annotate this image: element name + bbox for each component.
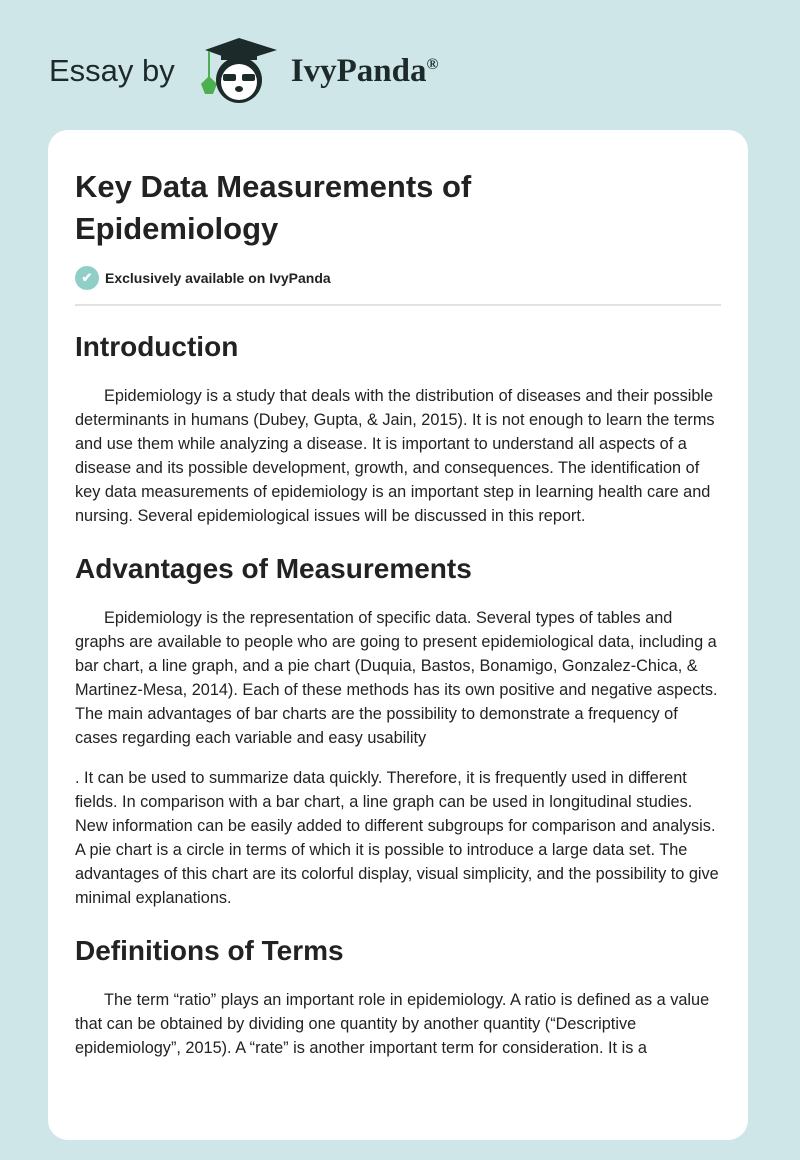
panda-logo-icon[interactable] (195, 36, 283, 106)
exclusive-badge (75, 266, 721, 290)
check-icon: ✔ (75, 266, 99, 290)
section-heading: Introduction (75, 331, 239, 362)
page-title: Key Data Measurements of Epidemiology (75, 169, 472, 246)
site-header (49, 36, 438, 106)
essay-by-label: Essay by (49, 53, 175, 88)
paragraph: Epidemiology is the representation of specific data. Several types of tables and graphs are available to people who are going to present epidemiological data, including a bar chart, a line graph, and a pie chart (Duquia, Bastos, Bonamigo, Gonzalez-Chica, & Martinez-Mesa, 2014). Each of these methods has its own positive and negative aspects. The main advantages of bar charts are the possibility to demonstrate a frequency of cases regarding each variable and easy usability (75, 609, 718, 747)
brand-text: IvyPanda (290, 52, 427, 89)
registered-mark: ® (426, 55, 439, 73)
paragraph: . It can be used to summarize data quickly. Therefore, it is frequently used in different fields. In comparison with a bar chart, a line graph can be used in longitudinal studies. New information can be easily added to different subgroups for comparison and analysis. A pie chart is a circle in terms of which it is possible to introduce a large data set. The advantages of this chart are its colorful display, visual simplicity, and the possibility to give minimal explanations. (75, 769, 719, 907)
section-heading: Advantages of Measurements (75, 553, 472, 584)
brand-name[interactable] (291, 53, 439, 90)
section-heading: Definitions of Terms (75, 935, 344, 966)
essay-card (48, 130, 748, 1140)
exclusive-text: Exclusively available on IvyPanda (105, 270, 331, 286)
divider (75, 304, 721, 306)
paragraph: Epidemiology is a study that deals with the distribution of diseases and their possible determinants in humans (Dubey, Gupta, & Jain, 2015). It is not enough to learn the terms and use them while analyzing a disease. It is important to understand all aspects of a disease and its possible development, growth, and consequences. The identification of key data measurements of epidemiology is an important step in learning health care and nursing. Several epidemiological issues will be discussed in this report. (75, 387, 715, 525)
paragraph: The term “ratio” plays an important role in epidemiology. A ratio is defined as a value that can be obtained by dividing one quantity by another quantity (“Descriptive epidemiology”, 2015). A “rate” is another important term for consideration. It is a (75, 991, 710, 1057)
